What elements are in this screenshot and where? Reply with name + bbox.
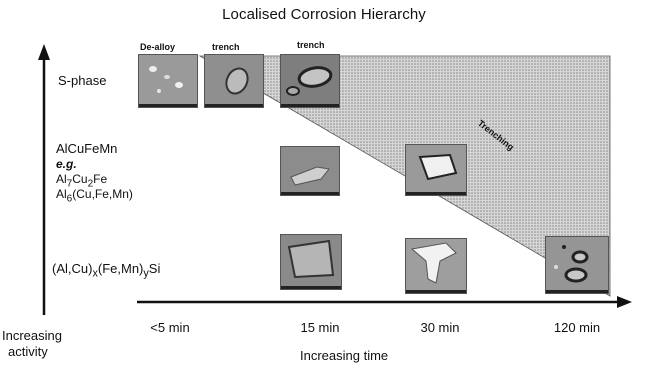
time-tick-4: 120 min	[553, 320, 601, 335]
row-label-alcufemn: AlCuFeMn	[56, 141, 118, 156]
micrograph-s-phase-dealloy	[138, 54, 198, 108]
diagram-title: Localised Corrosion Hierarchy	[222, 6, 426, 23]
label-trench-2: trench	[297, 40, 325, 50]
label-trenching: Trenching	[475, 118, 516, 153]
row-label-alcufemnsi: $(Al,Cu)_x(Fe,Mn)_ySi$	[52, 261, 161, 280]
time-tick-1: <5 min	[150, 320, 190, 335]
y-axis-arrowhead	[38, 44, 50, 60]
micrograph-alcufemnsi-30min	[405, 238, 467, 294]
row-label-formula-1: $Al_7Cu_2Fe$	[56, 172, 108, 190]
time-tick-2: 15 min	[300, 320, 340, 335]
label-dealloy: De-alloy	[140, 42, 176, 52]
row-label-formula-2: $Al_6(Cu,Fe,Mn)$	[56, 187, 133, 205]
y-axis-label-line-2: activity	[8, 344, 48, 359]
label-trench-1: trench	[212, 42, 240, 52]
x-axis-label: Increasing time	[300, 348, 389, 363]
row-label-eg: e.g.	[56, 157, 77, 171]
micrograph-alcufemnsi-15min	[280, 234, 342, 290]
micrograph-s-phase-trench-2	[280, 54, 340, 108]
micrograph-alcufemn-30min	[405, 144, 467, 196]
row-label-s-phase: S-phase	[58, 73, 107, 88]
x-axis-arrowhead	[617, 296, 632, 308]
y-axis-label-line-1: Increasing	[2, 328, 62, 343]
micrograph-s-phase-trench-1	[204, 54, 264, 108]
micrograph-alcufemnsi-120min	[545, 236, 609, 294]
micrograph-alcufemn-15min	[280, 146, 340, 196]
time-tick-3: 30 min	[420, 320, 460, 335]
